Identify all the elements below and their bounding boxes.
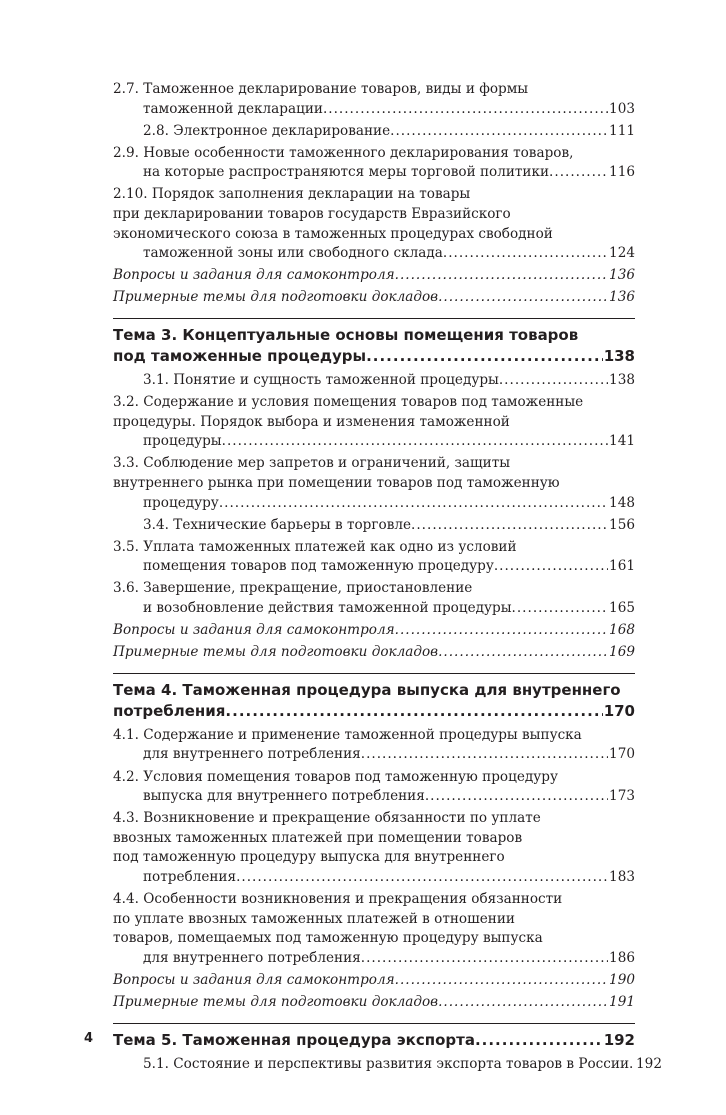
toc-section-entry[interactable]	[113, 516, 635, 536]
entry-page-number: 183	[609, 869, 635, 885]
toc-section-entry[interactable]	[113, 393, 635, 452]
toc-chapter-heading[interactable]	[113, 325, 635, 367]
entry-page-number: 168	[609, 622, 635, 639]
toc-section-entry[interactable]	[113, 726, 635, 765]
entry-title-last-line: Примерные темы для подготовки докладов	[113, 289, 439, 306]
entry-page-number: 191	[609, 994, 635, 1011]
entry-title-line: 4.3. Возникновение и прекращение обязанности по уплате	[113, 810, 541, 827]
entry-title-last-line: 5.1. Состояние и перспективы развития экспорта товаров в России	[143, 1055, 630, 1072]
dot-leader	[425, 787, 608, 807]
entry-title-last-line: 2.8. Электронное декларирование	[143, 122, 391, 139]
entry-title-last-line: Примерные темы для подготовки докладов	[113, 644, 439, 661]
dot-leader	[438, 643, 608, 663]
entry-title-last-line: под таможенные процедуры	[113, 347, 367, 366]
entry-title-last-line: Вопросы и задания для самоконтроля	[113, 267, 395, 284]
entry-page-number: 170	[609, 746, 635, 763]
entry-title-line: 3.6. Завершение, прекращение, приостановление	[113, 580, 473, 597]
entry-title-line: Тема 4. Таможенная процедура выпуска для внутреннего	[113, 680, 621, 699]
section-divider	[113, 673, 635, 674]
section-divider	[113, 1023, 635, 1024]
dot-leader	[411, 516, 608, 536]
entry-title-last-line: для внутреннего потребления	[143, 949, 361, 966]
dot-leader	[494, 557, 608, 577]
entry-title-line: 3.5. Уплата таможенных платежей как одно из условий	[113, 538, 517, 555]
toc-chapter-heading[interactable]	[113, 680, 635, 722]
table-of-contents	[113, 80, 662, 1077]
toc-section-entry[interactable]	[113, 144, 635, 183]
entry-page-number: 141	[609, 433, 635, 450]
entry-title-line: внутреннего рынка при помещении товаров под таможенную	[113, 475, 560, 491]
toc-supplement-entry[interactable]	[113, 993, 635, 1013]
entry-title-line: 2.9. Новые особенности таможенного декларирования товаров,	[113, 144, 574, 161]
toc-section-entry[interactable]	[113, 1055, 662, 1075]
dot-leader	[499, 371, 608, 391]
entry-title-last-line: процедуру	[143, 494, 219, 511]
entry-page-number: 173	[609, 788, 635, 805]
toc-section-entry[interactable]	[113, 579, 635, 618]
entry-title-last-line: потребления	[113, 701, 226, 720]
dot-leader	[443, 244, 608, 264]
dot-leader	[225, 701, 602, 722]
entry-page-number: 192	[603, 1030, 635, 1049]
dot-leader	[438, 288, 608, 308]
toc-section-entry[interactable]	[113, 185, 635, 263]
entry-page-number: 136	[609, 289, 635, 306]
entry-title-last-line: процедуры	[143, 433, 222, 450]
entry-title-line: ввозных таможенных платежей при помещении товаров	[113, 829, 523, 846]
toc-supplement-entry[interactable]	[113, 288, 635, 308]
dot-leader	[438, 993, 608, 1013]
entry-title-line: Тема 3. Концептуальные основы помещения товаров	[113, 326, 579, 345]
entry-page-number: 138	[609, 372, 635, 389]
entry-title-line: под таможенную процедуру выпуска для внутреннего	[113, 849, 505, 866]
page-number: 4	[84, 1031, 94, 1046]
entry-title-line: 2.10. Порядок заполнения декларации на товары	[113, 186, 471, 203]
entry-page-number: 124	[609, 245, 635, 262]
entry-title-last-line: таможенной зоны или свободного склада	[143, 245, 443, 262]
toc-section-entry[interactable]	[113, 809, 635, 887]
entry-title-line: товаров, помещаемых под таможенную процедуру выпуска	[113, 930, 543, 947]
entry-page-number: 165	[609, 600, 635, 617]
dot-leader	[475, 1030, 603, 1051]
entry-title-last-line: 3.4. Технические барьеры в торговле	[143, 516, 412, 533]
dot-leader	[323, 100, 608, 120]
entry-title-line: 4.4. Особенности возникновения и прекращения обязанности	[113, 891, 563, 908]
dot-leader	[222, 432, 608, 452]
entry-title-last-line: Вопросы и задания для самоконтроля	[113, 622, 395, 639]
toc-chapter-heading[interactable]	[113, 1030, 635, 1051]
toc-supplement-entry[interactable]	[113, 643, 635, 663]
entry-title-line: при декларировании товаров государств Евразийского	[113, 206, 511, 223]
entry-title-line: 2.7. Таможенное декларирование товаров, виды и формы	[113, 81, 529, 97]
entry-page-number: 169	[609, 644, 635, 661]
entry-page-number: 192	[636, 1055, 662, 1072]
entry-title-line: по уплате ввозных таможенных платежей в отношении	[113, 910, 515, 927]
toc-section-entry[interactable]	[113, 454, 635, 513]
toc-supplement-entry[interactable]	[113, 971, 635, 991]
entry-title-last-line: для внутреннего потребления	[143, 746, 361, 763]
entry-page-number: 103	[609, 100, 635, 117]
entry-page-number: 161	[609, 558, 635, 575]
entry-title-last-line: Тема 5. Таможенная процедура экспорта	[113, 1030, 475, 1049]
dot-leader	[395, 621, 608, 641]
toc-section-entry[interactable]	[113, 768, 635, 807]
entry-title-last-line: таможенной декларации	[143, 100, 323, 117]
section-divider	[113, 318, 635, 319]
entry-page-number: 170	[603, 701, 635, 720]
entry-title-last-line: потребления	[143, 869, 237, 885]
entry-title-last-line: 3.1. Понятие и сущность таможенной процедуры	[143, 372, 499, 389]
dot-leader	[236, 868, 608, 888]
dot-leader	[390, 122, 608, 142]
dot-leader	[361, 745, 608, 765]
entry-title-line: процедуры. Порядок выбора и изменения таможенной	[113, 413, 510, 430]
dot-leader	[366, 346, 603, 367]
dot-leader	[395, 971, 608, 991]
entry-page-number: 111	[609, 122, 635, 139]
entry-page-number: 190	[609, 971, 635, 988]
entry-title-last-line: Вопросы и задания для самоконтроля	[113, 971, 395, 988]
toc-supplement-entry[interactable]	[113, 266, 635, 286]
entry-title-line: 3.2. Содержание и условия помещения товаров под таможенные	[113, 394, 584, 411]
entry-page-number: 186	[609, 949, 635, 966]
toc-section-entry[interactable]	[113, 538, 635, 577]
entry-title-last-line: выпуска для внутреннего потребления	[143, 788, 425, 805]
entry-page-number: 156	[609, 516, 635, 533]
toc-section-entry[interactable]	[113, 80, 635, 119]
entry-page-number: 136	[609, 267, 635, 284]
entry-page-number: 148	[609, 494, 635, 511]
entry-title-line: 3.3. Соблюдение мер запретов и ограничений, защиты	[113, 455, 511, 472]
toc-supplement-entry[interactable]	[113, 621, 635, 641]
dot-leader	[395, 266, 608, 286]
dot-leader	[512, 599, 609, 619]
dot-leader	[549, 163, 608, 183]
entry-title-line: 4.1. Содержание и применение таможенной процедуры выпуска	[113, 726, 582, 743]
entry-title-line: экономического союза в таможенных процедурах свободной	[113, 225, 553, 242]
entry-page-number: 116	[609, 164, 635, 181]
dot-leader	[361, 949, 608, 969]
entry-title-last-line: помещения товаров под таможенную процедуру	[143, 558, 494, 575]
toc-section-entry[interactable]	[113, 890, 635, 968]
entry-title-line: 4.2. Условия помещения товаров под таможенную процедуру	[113, 768, 558, 785]
dot-leader	[219, 494, 608, 514]
entry-page-number: 138	[603, 347, 635, 366]
toc-section-entry[interactable]	[113, 371, 635, 391]
entry-title-last-line: Примерные темы для подготовки докладов	[113, 994, 439, 1011]
entry-title-last-line: на которые распространяются меры торговой политики	[143, 164, 550, 181]
toc-section-entry[interactable]	[113, 122, 635, 142]
entry-title-last-line: и возобновление действия таможенной процедуры	[143, 600, 512, 617]
